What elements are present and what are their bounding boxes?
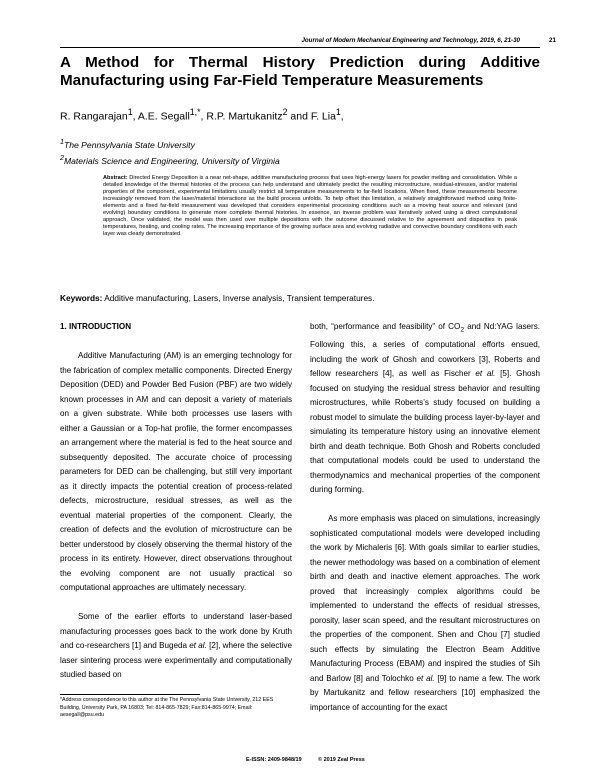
journal-header: Journal of Modern Mechanical Engineering and Technology, 2019, 6, 21-30 <box>301 37 520 44</box>
footer-press: © 2019 Zeal Press <box>318 757 365 763</box>
right-column <box>310 320 540 715</box>
author-affil-mark: 2 <box>282 107 288 117</box>
affiliation-text: The Pennsylvania State University <box>63 139 195 150</box>
paragraph-text: and Nd:YAG lasers. Following this, a series of computational efforts ensued, including the work of Ghosh and coworkers [3], Roberts and fellow researchers [4], as well as Fischer <box>310 322 540 379</box>
author-affil-mark: 1 <box>127 107 133 117</box>
paragraph-text: Some of the earlier efforts to understand laser-based manufacturing processes goes back to the work done by Kruth and co-researchers [1] and Bugeda <box>60 612 292 650</box>
paragraph-text: both, “performance and feasibility” of CO <box>310 322 461 331</box>
author-name: , A.E. Segall <box>132 110 190 123</box>
paragraph <box>60 610 292 683</box>
page-number: 21 <box>549 37 556 44</box>
affiliation-text: Materials Science and Engineering, University of Virginia <box>63 155 280 166</box>
keywords-text: Additive manufacturing, Lasers, Inverse analysis, Transient temperatures. <box>102 293 375 303</box>
author-affil-mark: 1,* <box>189 107 201 117</box>
author-affil-mark: 1 <box>335 107 341 117</box>
section-heading: 1. INTRODUCTION <box>60 322 132 331</box>
affiliation <box>60 138 195 150</box>
paragraph <box>310 512 540 715</box>
header-rule <box>60 47 540 48</box>
keywords-label: Keywords: <box>60 293 103 303</box>
paragraph-text: [9] to name a few. The work by Martukanitz and fellow researchers [10] emphasized the importance of accounting for the exact <box>310 673 540 712</box>
etal: et al. <box>189 641 207 650</box>
paragraph <box>310 320 540 498</box>
affiliation-mark: 1 <box>60 138 64 146</box>
footnote-rule <box>60 694 200 695</box>
paragraph: Additive Manufacturing (AM) is an emerging technology for the fabrication of complex metallic components. Directed Energy Deposition (DED) and Powder Bed Fusion (PBF) are two widely known processes in AM and can deposit a variety of materials on a given substrate. While both processes use lasers with either a Gaussian or a Top-hat profile, the former encompasses an arrangement where the material is fed to the heat source and subsequently deposited. The accurate choice of processing parameters for DED can be challenging, but still very important as it directly impacts the potential creation of process-related defects, microstructure, residual stresses, as well as the eventual material properties of the component. Clearly, the creation of defects and the evolution of microstructure can be better understood by closely observing the thermal history of the process in its entirety. However, direct observations throughout the evolving component are not usually practical so computational approaches are ultimately necessary. <box>60 351 292 592</box>
footnote: *Address correspondence to this author at the The Pennsylvania State University, 212 EES Building, University Park, PA 16803; Tel: 814-865-7829; Fax:814-865-9974; Email: aesegall@psu.edu <box>60 697 274 719</box>
author-list-end: , <box>340 110 344 123</box>
author-name: , R.P. Martukanitz <box>200 110 283 123</box>
etal: et al. <box>475 369 496 379</box>
author-name: and F. Lia <box>287 110 336 123</box>
abstract-label: Abstract: <box>103 175 128 181</box>
paragraph-text: [5]. Ghosh focused on studying the residual stress behavior and resulting microstructures, while Roberts’s study focused on building a robust model to simulate the building process layer-by-layer and simulating its temperature history using an innovative element birth and death technique. Both Ghosh and Roberts concluded that computational models could be used to understand the thermodynamics and mechanical properties of the component during forming. <box>310 369 540 495</box>
paper-title: A Method for Thermal History Prediction during Additive Manufacturing using Far-Field Temperature Measurements <box>60 54 540 89</box>
footer-issn: E-ISSN: 2409-9848/19 <box>246 757 302 763</box>
affiliation-mark: 2 <box>60 154 64 162</box>
abstract <box>103 175 517 238</box>
subscript: 2 <box>460 326 465 334</box>
author-name: R. Rangarajan <box>60 110 128 123</box>
etal: et al. <box>416 673 435 683</box>
author-list <box>60 107 540 123</box>
left-column <box>60 320 292 683</box>
affiliation <box>60 154 280 166</box>
paragraph-text: As more emphasis was placed on simulations, increasingly sophisticated computational models were developed including the work by Michaleris [6]. With goals similar to earlier studies, the newer methodology was based on a combination of element birth and death and inactive element approaches. The work proved that increasingly complex algorithms could be implemented to understand the effects of residual stresses, porosity, laser scan speed, and the resultant microstructures on the properties of the component. Shen and Chou [7] studied such effects by simulating the Electron Beam Additive Manufacturing Process (EBAM) and inspired the studies of Sih and Barlow [8] and Tolochko <box>310 514 540 683</box>
abstract-text: Directed Energy Deposition is a near net-shape, additive manufacturing process that uses high-energy lasers for powder melting and consolidation. While a detailed knowledge of the thermal histories of the process can help understand and ultimately predict the resulting microstructure, residual-stresses, and/or material properties of the component, experimental limitations usually restrict all temperature measurements to far-field locations. When fixed, these measurements become increasingly removed from the laser/material interactions as the build process unfolds. To help offset this limitation, a relatively straightforward method using finite-elements and a fixed far-field measurement was developed that considers experimental processing conditions such as a moving heat source and relevant (and evolving) boundary conditions to generate more complete thermal histories. In essence, an inverse problem was iteratively solved using a direct computational approach. Once validated, the model was then used over multiple depositions with the outcome discussed relative to the agreement and disparities in peak temperatures, heating, and cooling rates. The increasing importance of the growing surface area and evolving radiative and convective boundary conditions with each layer was clearly demonstrated. <box>103 175 517 238</box>
paragraph-text: [2], where the selective laser sintering process were experimentally and computationally studied based on <box>60 641 292 679</box>
keywords <box>60 293 540 303</box>
